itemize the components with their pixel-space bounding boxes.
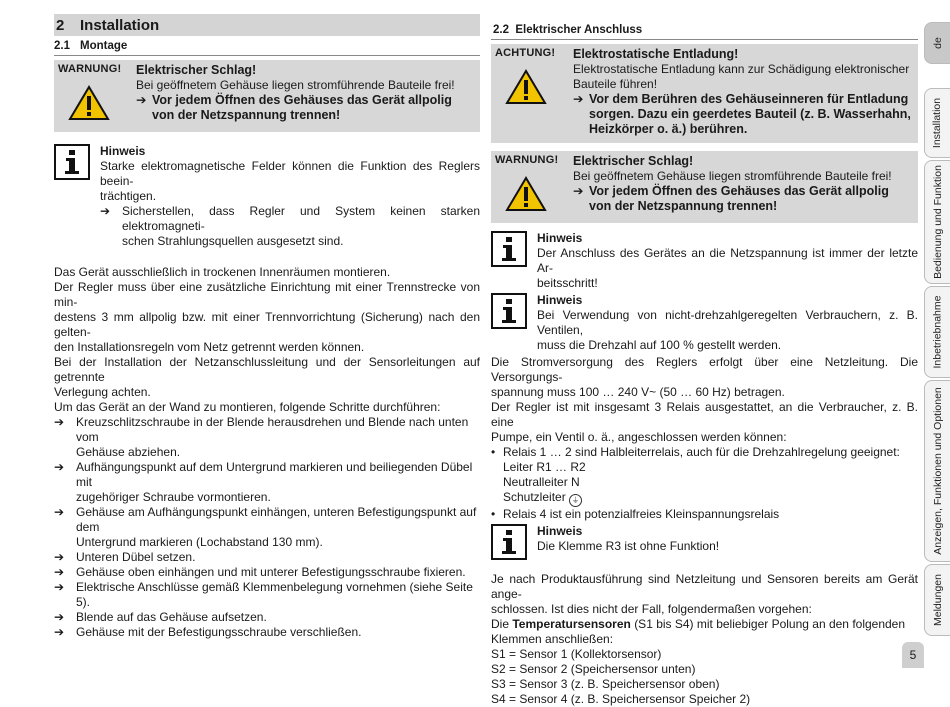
note-line: Bei Verwendung von nicht-drehzahlgeregelten Verbrauchern, z. B. Ventilen, (537, 308, 918, 337)
section-number: 2 (56, 16, 65, 34)
body-text (491, 355, 918, 522)
paragraph: Je nach Produktausführung sind Netzleitung und Sensoren bereits am Gerät ange- (491, 572, 918, 601)
step-text: Kreuzschlitzschraube in der Blende herausdrehen und Blende nach unten vom (76, 415, 469, 444)
caution-action-line: Heizkörper o. ä.) berühren. (589, 122, 748, 136)
subsection-number: 2.2 (493, 24, 509, 36)
arrow-right-icon: ➔ (54, 550, 65, 564)
warning-triangle-icon (505, 69, 573, 110)
paragraph: spannung muss 100 … 240 V~ (50 … 60 Hz) betragen. (491, 385, 785, 399)
ground-symbol-icon: ⏚ (569, 494, 582, 507)
mounting-steps (54, 415, 480, 640)
info-icon (491, 231, 527, 267)
arrow-right-icon: ➔ (54, 460, 65, 474)
tab-label: Meldungen (931, 574, 944, 626)
paragraph: Pumpe, ein Ventil o. ä., angeschlossen werden können: (491, 430, 787, 444)
tab-de[interactable] (924, 22, 950, 64)
info-icon (491, 524, 527, 560)
warning-box (491, 151, 918, 223)
note-box (491, 524, 918, 560)
warning-box (54, 60, 480, 132)
note-box (491, 231, 918, 291)
conductor-line: Leiter R1 … R2 (503, 460, 586, 474)
info-icon (491, 293, 527, 329)
conductor-line: Neutralleiter N (503, 475, 580, 489)
step-item (54, 625, 480, 640)
sensor-line: S3 = Sensor 3 (z. B. Speichersensor oben) (491, 677, 720, 691)
section-heading (54, 14, 480, 36)
caution-action-line: sorgen. Dazu ein geerdetes Bauteil (z. B. Wasserhahn, (589, 107, 911, 121)
section-title: Installation (80, 16, 160, 34)
step-text: Unteren Dübel setzen. (76, 550, 196, 564)
warning-action-line: Vor jedem Öffnen des Gehäuses das Gerät allpolig (152, 93, 452, 107)
warning-text: Bei geöffnetem Gehäuse liegen stromführende Bauteile frei! (136, 78, 455, 92)
tab-label: Inbetriebnahme (931, 295, 944, 369)
arrow-right-icon: ➔ (573, 184, 584, 198)
warning-triangle-icon (505, 176, 573, 217)
paragraph: Klemmen anschließen: (491, 632, 614, 646)
tab-inbetriebnahme[interactable] (924, 286, 950, 378)
paragraph-rest: (S1 bis S4) mit beliebiger Polung an den folgenden (634, 617, 906, 631)
tab-label: de (931, 37, 944, 49)
tab-bedienung[interactable] (924, 160, 950, 284)
note-line: beitsschritt! (537, 276, 598, 290)
caution-action-line: Vor dem Berühren des Gehäuseinneren für Entladung (589, 92, 909, 106)
list-item: • Relais 4 ist ein potenzialfreies Kleinspannungsrelais (491, 507, 780, 521)
note-line: Der Anschluss des Gerätes an die Netzspannung ist immer der letzte Ar- (537, 246, 918, 275)
step-item (54, 505, 480, 550)
step-text: Blende auf das Gehäuse aufsetzen. (76, 610, 267, 624)
step-item (54, 415, 480, 460)
warning-title: Elektrischer Schlag! (573, 154, 694, 168)
paragraph: Die Stromversorgung des Reglers erfolgt über eine Netzleitung. Die Versorgungs- (491, 355, 918, 384)
subsection-heading-montage (54, 36, 480, 56)
caution-title: Elektrostatische Entladung! (573, 47, 739, 61)
arrow-right-icon: ➔ (136, 93, 147, 107)
warning-action-line: von der Netzspannung trennen! (152, 108, 341, 122)
step-text: Untergrund markieren (Lochabstand 130 mm). (76, 535, 323, 549)
sensor-line: S4 = Sensor 4 (z. B. Speichersensor Speicher 2) (491, 692, 751, 706)
arrow-right-icon: ➔ (54, 415, 65, 429)
subsection-title: Montage (80, 40, 128, 52)
arrow-right-icon: ➔ (54, 580, 65, 594)
sensor-line: S1 = Sensor 1 (Kollektorsensor) (491, 647, 662, 661)
note-sub-action (100, 204, 480, 249)
step-text: Aufhängungspunkt auf dem Untergrund markieren und beiliegenden Dübel mit (76, 460, 473, 489)
caution-text: Bauteile führen! (573, 77, 658, 91)
step-item (54, 460, 480, 505)
note-title: Hinweis (537, 231, 583, 245)
step-text: Gehäuse mit der Befestigungsschraube verschließen. (76, 625, 362, 639)
warning-title: Elektrischer Schlag! (136, 63, 257, 77)
tab-installation[interactable] (924, 88, 950, 158)
paragraph: Bei der Installation der Netzanschlussleitung und der Sensorleitungen auf getrennte (54, 355, 480, 384)
paragraph-bold: Temperatursensoren (512, 617, 631, 631)
arrow-right-icon: ➔ (100, 204, 111, 218)
step-text: Elektrische Anschlüsse gemäß Klemmenbelegung vornehmen (siehe Seite 5). (76, 580, 473, 609)
left-column (54, 14, 480, 640)
step-text: Gehäuse am Aufhängungspunkt einhängen, unteren Befestigungspunkt auf dem (76, 505, 477, 534)
warning-action (136, 93, 455, 123)
note-line: Starke elektromagnetische Felder können die Funktion des Reglers beein- (100, 159, 480, 188)
subsection-title: Elektrischer Anschluss (515, 24, 643, 36)
note-title: Hinweis (537, 293, 583, 307)
subsection-number: 2.1 (54, 40, 70, 52)
step-item (54, 565, 480, 580)
paragraph: destens 3 mm allpolig bzw. mit einer Trennvorrichtung (Sicherung) nach den gelten- (54, 310, 480, 339)
paragraph: schlossen. Ist dies nicht der Fall, folgendermaßen vorgehen: (491, 602, 812, 616)
conductor-label: Schutzleiter (503, 490, 566, 504)
paragraph: Um das Gerät an der Wand zu montieren, folgende Schritte durchführen: (54, 400, 441, 414)
warning-action-line: Vor jedem Öffnen des Gehäuses das Gerät allpolig (589, 184, 889, 198)
note-sub-line: Sicherstellen, dass Regler und System keinen starken elektromagneti- (122, 204, 480, 233)
step-item (54, 580, 480, 610)
paragraph-prefix: Die (491, 617, 510, 631)
note-line: Die Klemme R3 ist ohne Funktion! (537, 539, 720, 553)
warning-triangle-icon (68, 85, 136, 126)
caution-text: Elektrostatische Entladung kann zur Schädigung elektronischer (573, 62, 910, 76)
caution-label: ACHTUNG! (495, 47, 556, 59)
step-text: Gehäuse oben einhängen und mit unterer Befestigungsschraube fixieren. (76, 565, 466, 579)
warning-label: WARNUNG! (58, 63, 122, 75)
note-title: Hinweis (537, 524, 583, 538)
subsection-heading-anschluss (491, 20, 918, 40)
caution-box (491, 44, 918, 143)
paragraph: Das Gerät ausschließlich in trockenen Innenräumen montieren. (54, 265, 391, 279)
step-item (54, 550, 480, 565)
note-box (491, 293, 918, 353)
arrow-right-icon: ➔ (573, 92, 584, 106)
paragraph (491, 617, 918, 632)
list-item-text: Relais 4 ist ein potenzialfreies Kleinspannungsrelais (503, 507, 780, 521)
paragraph: den Installationsregeln vom Netz getrennt werden können. (54, 340, 365, 354)
tab-label: Installation (931, 97, 944, 149)
step-text: Gehäuse abziehen. (76, 445, 181, 459)
step-item (54, 610, 480, 625)
tab-anzeigen[interactable] (924, 380, 950, 562)
tab-meldungen[interactable] (924, 564, 950, 636)
warning-action (573, 184, 892, 214)
info-icon (54, 144, 90, 180)
warning-text: Bei geöffnetem Gehäuse liegen stromführende Bauteile frei! (573, 169, 892, 183)
warning-action-line: von der Netzspannung trennen! (589, 199, 778, 213)
note-line: muss die Drehzahl auf 100 % gestellt werden. (537, 338, 782, 352)
tab-label: Anzeigen, Funktionen und Optionen (931, 387, 944, 555)
caution-action (573, 92, 911, 137)
page-number: 5 (902, 642, 924, 668)
step-text: zugehöriger Schraube vormontieren. (76, 490, 271, 504)
body-text (54, 265, 480, 415)
paragraph: Der Regler muss über eine zusätzliche Einrichtung mit einer Trennstrecke von min- (54, 280, 480, 309)
arrow-right-icon: ➔ (54, 505, 65, 519)
conductor-line (491, 490, 918, 507)
list-item: • Relais 1 … 2 sind Halbleiterrelais, auch für die Drehzahlregelung geeignet: (491, 445, 900, 459)
body-text (491, 572, 918, 707)
sensor-line: S2 = Sensor 2 (Speichersensor unten) (491, 662, 696, 676)
arrow-right-icon: ➔ (54, 565, 65, 579)
list-item-text: Relais 1 … 2 sind Halbleiterrelais, auch für die Drehzahlregelung geeignet: (503, 445, 900, 459)
paragraph: Der Regler ist mit insgesamt 3 Relais ausgestattet, an die Verbraucher, z. B. eine (491, 400, 918, 429)
warning-label: WARNUNG! (495, 154, 559, 166)
note-line: trächtigen. (100, 189, 157, 203)
chapter-tabs (924, 0, 950, 671)
arrow-right-icon: ➔ (54, 625, 65, 639)
paragraph: Verlegung achten. (54, 385, 151, 399)
note-title: Hinweis (100, 144, 146, 158)
note-box (54, 144, 480, 249)
note-sub-line: schen Strahlungsquellen ausgesetzt sind. (122, 234, 344, 248)
arrow-right-icon: ➔ (54, 610, 65, 624)
right-column (491, 20, 918, 707)
tab-label: Bedienung und Funktion (931, 165, 944, 279)
